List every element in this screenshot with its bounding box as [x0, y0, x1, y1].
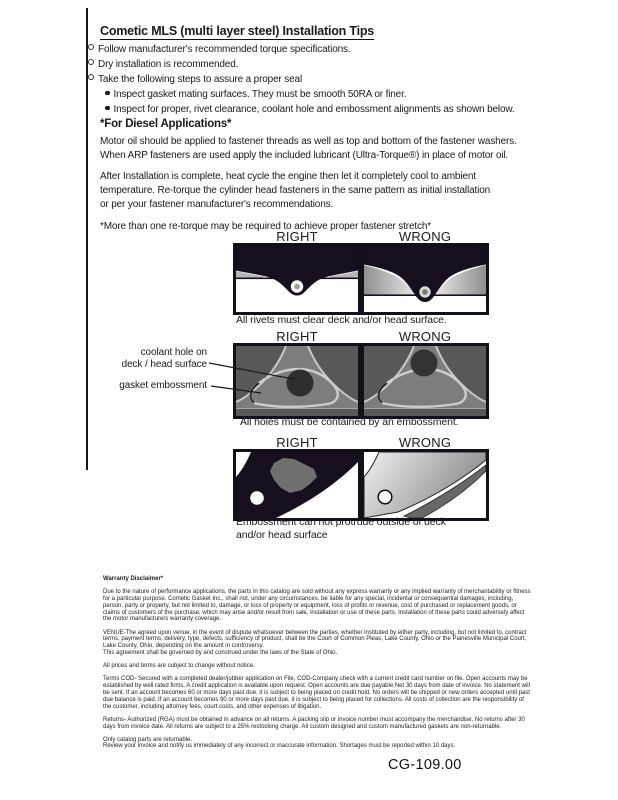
- filled-bullet-icon: [105, 91, 110, 96]
- coolant-hole-icon: [287, 370, 314, 397]
- protrusion-diagram-right: [233, 449, 361, 521]
- document-code: CG-109.00: [388, 757, 462, 773]
- legal-paragraph: VENUE-The agreed upon venue, in the event of dispute whatsoever between the parties, whether instituted by either party, including, but not limited to, contract terms, payment terms, delivery, type, defects, sufficiency of product, shall be the Court of Common Pleas, Lake County, Ohio or the Painesville Municipal Court, Lake County, Ohio, depending on the amount in controversy.: [103, 629, 527, 650]
- filled-bullet-icon: [105, 106, 110, 111]
- paragraph-line: When ARP fasteners are used apply the included lubricant (Ultra-Torque®) in place of motor oil.: [100, 150, 509, 161]
- paragraph-line: temperature. Re-torque the cylinder head fasteners in the same pattern as initial installation: [100, 185, 491, 196]
- paragraph-line: After Installation is complete, heat cycle the engine then let it completely cool to ambient: [100, 171, 476, 182]
- hollow-bullet-icon: [88, 74, 94, 80]
- protrusion-caption: Embossment can not protrude outside of deck and/or head surface: [236, 516, 446, 541]
- protrusion-diagram-wrong: [361, 449, 489, 521]
- wrong-label: WRONG: [398, 229, 452, 244]
- warranty-disclaimer-heading: Warranty Disclaimer*: [103, 576, 164, 582]
- hollow-bullet-icon: [88, 59, 94, 65]
- list-item: Dry installation is recommended.: [88, 57, 515, 72]
- hollow-bullet-icon: [88, 44, 94, 50]
- paragraph-line: Motor oil should be applied to fastener threads as well as top and bottom of the fastener washers.: [100, 136, 517, 147]
- legal-paragraph: Due to the nature of performance applications, the parts in this catalog are sold without any express warranty or any implied warranty of merchantability or fitness for a particular purpose. Cometic Gasket Inc., shall not, under any circumstances, be liable for any special, incidental or consequential damages, including, person, party or property, but not limited to, damage, or loss of property or equipment, loss of profits or revenue, cost of purchased or replacement goods, or claims of customers of the purchase, which may arise and/or result from sale, installation or use of these parts. Installation of these parts could adversely affect the motor manufacturers warranty coverage.: [103, 589, 531, 623]
- gasket-embossment-label: gasket embossment: [119, 380, 207, 391]
- list-item: Follow manufacturer's recommended torque specifications.: [88, 42, 515, 57]
- legal-paragraph: This agreement shall be governed by and construed under the laws of the State of Ohio.: [103, 649, 338, 656]
- wrong-label: WRONG: [398, 329, 452, 344]
- rivet-diagram-right: [233, 243, 361, 315]
- list-item: Inspect for proper, rivet clearance, coolant hole and embossment alignments as shown below.: [105, 102, 515, 117]
- wrong-label: WRONG: [398, 435, 452, 450]
- page-title: Cometic MLS (multi layer steel) Installation Tips: [100, 24, 375, 38]
- diesel-paragraphs: [100, 135, 517, 234]
- bolt-hole-icon: [250, 491, 264, 505]
- right-label: RIGHT: [276, 229, 318, 244]
- rivet-diagram-wrong: [361, 243, 489, 315]
- paragraph-line: or per your fastener manufacturer's recommendations.: [100, 199, 334, 210]
- legal-paragraph: All prices and terms are subject to change without notice.: [103, 663, 255, 670]
- legal-paragraph: Terms COD- Secured with a completed dealer/jobber application on File, COD-Company check with a current credit card number on file. Open accounts may be established by well rated firms. A credit application is available upon request. Open accounts are due payable Net 30 days from date of invoice. No statement will be sent. If an account becomes 60 or more days past due, it is subject to being placed on credit hold. No orders will be shipped or new orders accepted until past due balance is paid. If an account becomes 90 or more days past due, it is subject to being placed for collections. All costs of collection are the responsibility of the customer, including attorney fees, court costs, and other expenses of litigation.: [103, 676, 530, 710]
- embossment-caption: All holes must be contained by an embossment.: [240, 416, 459, 428]
- coolant-hole-diagram-right: [233, 343, 361, 419]
- tips-list: [88, 42, 515, 117]
- bolt-hole-icon: [378, 490, 392, 504]
- legal-paragraph: Returns- Authorized (RGA) must be obtained in advance on all returns. A packing slip or invoice number must accompany the merchandise. No returns after 30 days from invoice date. All returns are subject to a 25% restocking charge. All custom designed and custom manufactured gaskets are non-returnable.: [103, 716, 525, 730]
- list-item: Take the following steps to assure a proper seal: [88, 72, 515, 87]
- list-item: Inspect gasket mating surfaces. They must be smooth 50RA or finer.: [105, 87, 515, 102]
- diesel-heading: *For Diesel Applications*: [100, 118, 232, 130]
- retorque-note: *More than one re-torque may be required to achieve proper fastener stretch*: [100, 221, 432, 232]
- right-label: RIGHT: [276, 435, 318, 450]
- legal-paragraph: Review your invoice and notify us immediately of any incorrect or inaccurate information. Shortages must be reported within 10 days.: [103, 743, 456, 750]
- rivet-caption: All rivets must clear deck and/or head surface.: [236, 314, 447, 326]
- coolant-hole-icon: [411, 350, 438, 377]
- coolant-hole-label: coolant hole on deck / head surface: [121, 347, 207, 370]
- coolant-hole-diagram-wrong: [361, 343, 489, 419]
- right-label: RIGHT: [276, 329, 318, 344]
- legal-section: [103, 576, 533, 757]
- legal-paragraph: Only catalog parts are returnable.: [103, 736, 193, 743]
